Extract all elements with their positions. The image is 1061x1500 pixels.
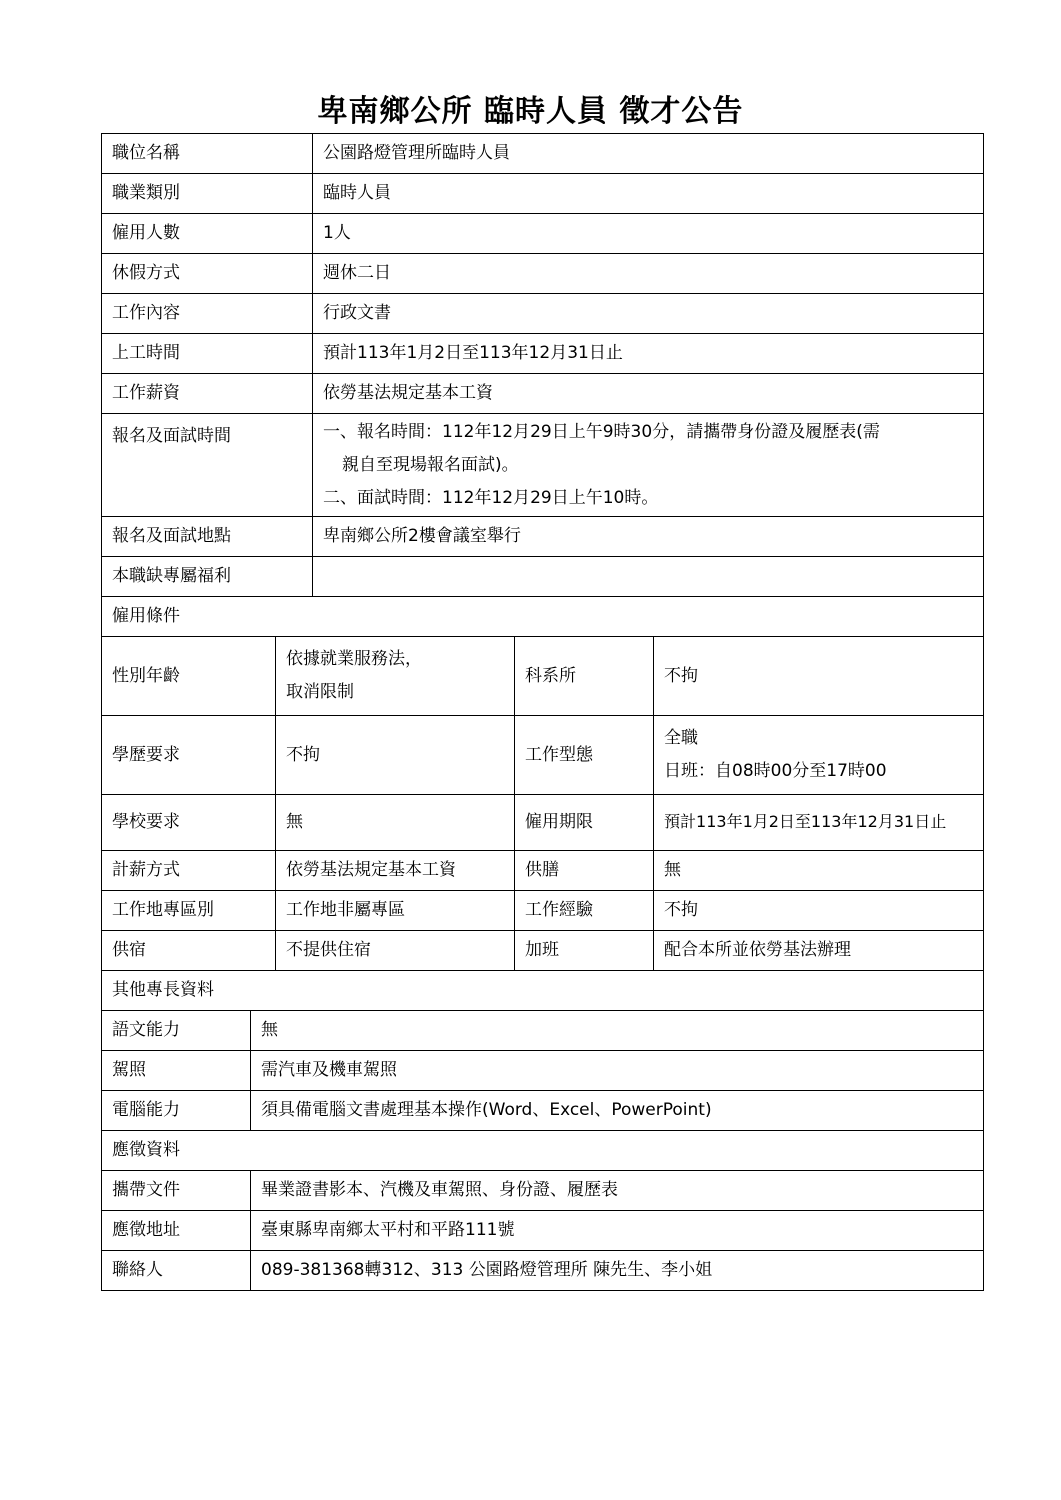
info-row bbox=[102, 254, 984, 294]
info-row bbox=[102, 174, 984, 214]
apply-value: 畢業證書影本、汽機及車駕照、身份證、履歷表 bbox=[251, 1171, 984, 1211]
skill-label: 語文能力 bbox=[102, 1011, 251, 1051]
info-row bbox=[102, 214, 984, 254]
condition-value: 工作地非屬專區 bbox=[276, 891, 515, 931]
condition-label: 計薪方式 bbox=[102, 851, 276, 891]
info-row bbox=[102, 334, 984, 374]
apply-label: 聯絡人 bbox=[102, 1251, 251, 1291]
section-header-row bbox=[102, 971, 984, 1011]
apply-label: 應徵地址 bbox=[102, 1211, 251, 1251]
section-header-row bbox=[102, 597, 984, 637]
registration-time-text: 一、報名時間：112年12月29日上午9時30分，請攜帶身份證及履歷表(需 bbox=[323, 422, 880, 442]
interview-time-value bbox=[313, 414, 984, 517]
condition-label: 加班 bbox=[515, 931, 654, 971]
condition-label: 學歷要求 bbox=[102, 716, 276, 795]
apply-row bbox=[102, 1171, 984, 1211]
condition-label: 性別年齡 bbox=[102, 637, 276, 716]
skill-row bbox=[102, 1091, 984, 1131]
info-value: 公園路燈管理所臨時人員 bbox=[313, 134, 984, 174]
interview-place-label: 報名及面試地點 bbox=[102, 517, 313, 557]
condition-value-line: 依據就業服務法， bbox=[286, 649, 422, 669]
condition-label: 學校要求 bbox=[102, 795, 276, 851]
info-value: 臨時人員 bbox=[313, 174, 984, 214]
condition-value-line: 全職 bbox=[664, 728, 699, 748]
apply-row bbox=[102, 1251, 984, 1291]
condition-value-line: 取消限制 bbox=[286, 682, 354, 702]
interview-place-row bbox=[102, 517, 984, 557]
condition-value-line: 日班：自08時00分至17時00 bbox=[664, 761, 887, 781]
apply-label: 攜帶文件 bbox=[102, 1171, 251, 1211]
condition-value: 不拘 bbox=[276, 716, 515, 795]
info-label: 上工時間 bbox=[102, 334, 313, 374]
condition-row bbox=[102, 931, 984, 971]
interview-time-label: 報名及面試時間 bbox=[102, 414, 313, 517]
condition-value: 配合本所並依勞基法辦理 bbox=[654, 931, 984, 971]
condition-row bbox=[102, 891, 984, 931]
condition-label: 工作型態 bbox=[515, 716, 654, 795]
interview-time-row bbox=[102, 414, 984, 517]
skill-label: 駕照 bbox=[102, 1051, 251, 1091]
condition-value: 無 bbox=[276, 795, 515, 851]
interview-time-text: 二、面試時間：112年12月29日上午10時。 bbox=[323, 488, 659, 508]
skill-value: 無 bbox=[251, 1011, 984, 1051]
condition-row bbox=[102, 716, 984, 795]
benefits-value bbox=[313, 557, 984, 597]
info-value: 1人 bbox=[313, 214, 984, 254]
info-value: 行政文書 bbox=[313, 294, 984, 334]
conditions-header: 僱用條件 bbox=[102, 597, 984, 637]
condition-value: 預計113年1月2日至113年12月31日止 bbox=[654, 795, 984, 851]
condition-value: 依勞基法規定基本工資 bbox=[276, 851, 515, 891]
skill-value: 須具備電腦文書處理基本操作(Word、Excel、PowerPoint) bbox=[251, 1091, 984, 1131]
skill-row bbox=[102, 1011, 984, 1051]
interview-place-value: 卑南鄉公所2樓會議室舉行 bbox=[313, 517, 984, 557]
info-value: 預計113年1月2日至113年12月31日止 bbox=[313, 334, 984, 374]
info-label: 職位名稱 bbox=[102, 134, 313, 174]
info-label: 僱用人數 bbox=[102, 214, 313, 254]
apply-header: 應徵資料 bbox=[102, 1131, 984, 1171]
condition-value: 無 bbox=[654, 851, 984, 891]
info-label: 職業類別 bbox=[102, 174, 313, 214]
condition-value bbox=[276, 637, 515, 716]
skill-value: 需汽車及機車駕照 bbox=[251, 1051, 984, 1091]
apply-value: 089-381368轉312、313 公園路燈管理所 陳先生、李小姐 bbox=[251, 1251, 984, 1291]
apply-row bbox=[102, 1211, 984, 1251]
condition-row bbox=[102, 851, 984, 891]
condition-label: 工作經驗 bbox=[515, 891, 654, 931]
skills-header: 其他專長資料 bbox=[102, 971, 984, 1011]
condition-label: 工作地專區別 bbox=[102, 891, 276, 931]
info-value: 依勞基法規定基本工資 bbox=[313, 374, 984, 414]
condition-value: 不提供住宿 bbox=[276, 931, 515, 971]
condition-value bbox=[654, 637, 984, 716]
info-label: 工作薪資 bbox=[102, 374, 313, 414]
info-row bbox=[102, 134, 984, 174]
condition-row bbox=[102, 637, 984, 716]
info-label: 工作內容 bbox=[102, 294, 313, 334]
benefits-label: 本職缺專屬福利 bbox=[102, 557, 313, 597]
condition-label: 僱用期限 bbox=[515, 795, 654, 851]
condition-value bbox=[654, 716, 984, 795]
condition-label: 科系所 bbox=[515, 637, 654, 716]
page-title: 卑南鄉公所 臨時人員 徵才公告 bbox=[317, 94, 744, 129]
condition-value-line: 不拘 bbox=[664, 665, 699, 686]
condition-label: 供膳 bbox=[515, 851, 654, 891]
info-row bbox=[102, 294, 984, 334]
info-row bbox=[102, 374, 984, 414]
condition-value: 不拘 bbox=[654, 891, 984, 931]
benefits-row bbox=[102, 557, 984, 597]
info-label: 休假方式 bbox=[102, 254, 313, 294]
info-value: 週休二日 bbox=[313, 254, 984, 294]
apply-value: 臺東縣卑南鄉太平村和平路111號 bbox=[251, 1211, 984, 1251]
job-posting-table bbox=[101, 133, 984, 1291]
skill-label: 電腦能力 bbox=[102, 1091, 251, 1131]
condition-row bbox=[102, 795, 984, 851]
registration-time-text-cont: 親自至現場報名面試)。 bbox=[342, 455, 519, 475]
condition-label: 供宿 bbox=[102, 931, 276, 971]
skill-row bbox=[102, 1051, 984, 1091]
section-header-row bbox=[102, 1131, 984, 1171]
